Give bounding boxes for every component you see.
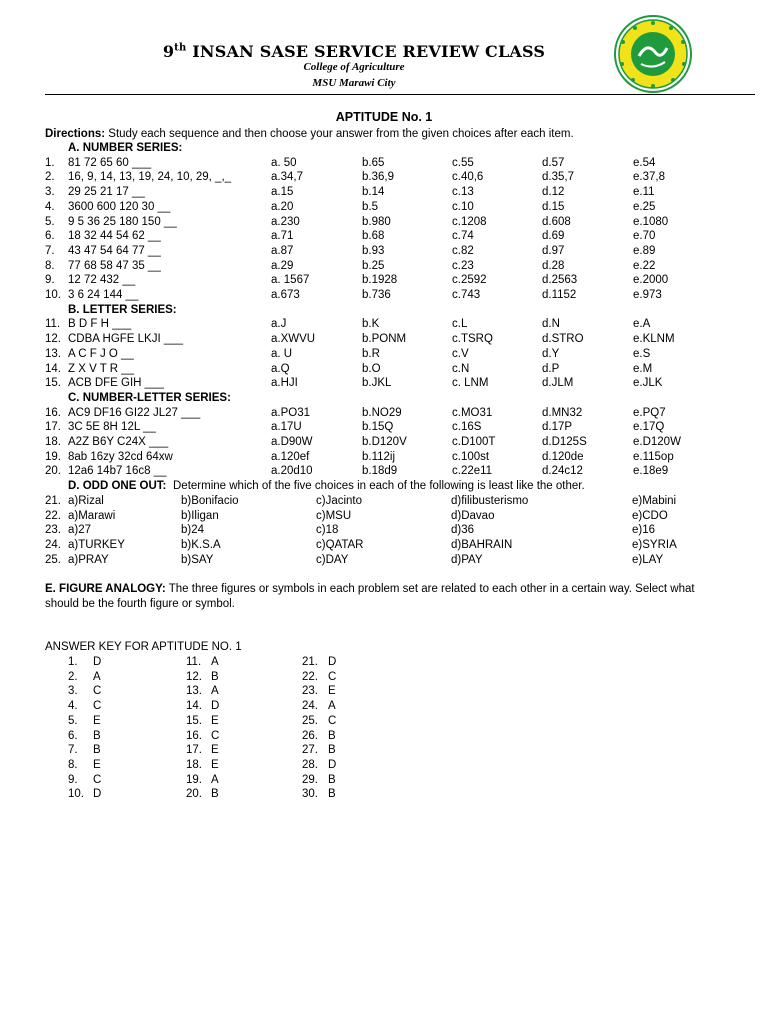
choice-b: b.68 [362,230,385,243]
answer-number: 25. [302,714,318,727]
choice-e: e.M [633,362,653,375]
answer-letter: E [211,714,219,727]
choice-e: e.JLK [633,377,663,390]
choice-b: b.36,9 [362,171,394,184]
answer-letter: E [93,758,101,771]
choice-b: b.K [362,318,380,331]
choice-c: c.100st [452,450,490,463]
choice-d: d.15 [542,200,565,213]
choice-b: b.5 [362,200,378,213]
answer-number: 23. [302,685,318,698]
choice-c: c)QATAR [316,538,364,551]
choice-d: d)Davao [451,509,495,522]
question-number: 10. [45,289,61,301]
choice-d: d.P [542,362,560,375]
question-row [0,229,768,244]
question-row [0,332,768,347]
answer-number: 29. [302,773,318,786]
answer-number: 15. [186,714,202,727]
answer-number: 12. [186,670,202,683]
question-number: 20. [45,465,61,478]
choice-e: e.25 [633,200,656,213]
answer-letter: B [93,729,101,742]
question-sequence: CDBA HGFE LKJI ___ [68,333,184,346]
choice-b: b.D120V [362,436,407,448]
choice-b: b.PONM [362,333,407,346]
choice-d: d.STRO [542,333,584,346]
choice-e: e.1080 [633,215,669,228]
city-name: MSU Marawi City [312,77,396,89]
question-sequence: 43 47 54 64 77 __ [68,244,161,257]
question-number: 12. [45,333,61,346]
choice-c: c)DAY [316,553,349,566]
choice-c: c.13 [452,186,474,199]
answer-letter: A [328,700,336,713]
choice-a: a)Marawi [68,509,116,522]
question-number: 6. [45,230,55,243]
choice-c: c.82 [452,244,474,257]
choice-e: e.22 [633,259,656,272]
title-prefix: 9 [162,42,175,61]
choice-b: b.65 [362,156,385,169]
answer-key-row [0,684,768,699]
choice-b: b)SAY [181,553,214,566]
question-row [0,376,768,391]
choice-a: a)TURKEY [68,538,125,551]
choice-a: a.Q [271,362,290,375]
answer-number: 4. [68,700,78,713]
question-sequence: A2Z B6Y C24X ___ [68,436,169,448]
choice-b: b.18d9 [362,465,398,478]
answer-letter: D [328,758,337,771]
question-row [0,259,768,274]
question-sequence: 3C 5E 8H 12L __ [68,421,156,434]
question-number: 14. [45,362,61,375]
choice-d: d.17P [542,421,573,434]
section-heading-text: Determine which of the five choices in each of the following is least like the other. [173,480,585,493]
choice-d: d.Y [542,347,560,360]
question-row [0,215,768,230]
choice-a: a. 1567 [271,274,310,287]
choice-c: c.743 [452,289,481,301]
question-number: 19. [45,450,61,463]
answer-key-row [0,655,768,670]
answer-number: 24. [302,700,318,713]
answer-key-row [0,743,768,758]
section-heading-label: A. NUMBER SERIES: [68,142,183,154]
choice-d: d.MN32 [542,406,583,419]
choice-e: e.2000 [633,274,669,287]
choice-e: e)Mabini [632,494,677,507]
question-sequence: ACB DFE GIH ___ [68,377,164,390]
answer-number: 17. [186,744,202,757]
choice-e: e.18e9 [633,465,669,478]
choice-a: a. U [271,347,293,360]
section-heading [0,303,768,318]
choice-b: b.980 [362,215,391,228]
choice-a: a.15 [271,186,294,199]
answer-number: 18. [186,758,202,771]
choice-e: e.PQ7 [633,406,666,419]
choice-e: e.115op [633,450,674,463]
question-number: 4. [45,200,55,213]
question-row [0,185,768,200]
choice-e: e.973 [633,289,662,301]
answer-letter: D [211,700,220,713]
choice-b: b.1928 [362,274,398,287]
question-number: 7. [45,244,55,257]
answer-letter: D [93,788,102,801]
choice-a: a.71 [271,230,294,243]
question-sequence: 81 72 65 60 ___ [68,156,152,169]
choice-e: e.54 [633,156,656,169]
answer-letter: C [328,714,337,727]
answer-letter: A [211,685,219,698]
choice-a: a.230 [271,215,300,228]
choice-c: c.22e11 [452,465,493,478]
answer-letter: B [328,773,336,786]
question-sequence: 8ab 16zy 32cd 64xw [68,450,173,463]
answer-letter: C [93,685,102,698]
choice-e: e.17Q [633,421,665,434]
answer-number: 1. [68,656,78,668]
choice-b: b.25 [362,259,385,272]
choice-c: c.2592 [452,274,487,287]
header-divider [45,94,755,95]
answer-letter: E [211,744,219,757]
question-number: 25. [45,553,61,566]
choice-d: d)BAHRAIN [451,538,513,551]
choice-c: c)Jacinto [316,494,363,507]
answer-number: 28. [302,758,318,771]
answer-number: 27. [302,744,318,757]
choice-d: d.24c12 [542,465,583,478]
answer-number: 21. [302,656,318,668]
answer-number: 19. [186,773,202,786]
choice-c: c)MSU [316,509,352,522]
answer-key-row [0,773,768,788]
question-sequence: 3 6 24 144 __ [68,289,139,301]
answer-letter: B [211,788,219,801]
choice-d: d.28 [542,259,565,272]
choice-a: a)PRAY [68,553,109,566]
choice-d: d.97 [542,244,565,257]
section-heading [0,391,768,406]
question-row [0,420,768,435]
answer-letter: B [328,729,336,742]
question-row [0,347,768,362]
question-sequence: 77 68 58 47 35 __ [68,259,161,272]
question-row [0,317,768,332]
answer-letter: B [93,744,101,757]
question-number: 8. [45,259,55,272]
question-number: 24. [45,538,61,551]
section-heading [0,141,768,156]
question-sequence: 3600 600 120 30 __ [68,200,171,213]
choice-e: e.89 [633,244,656,257]
exam-title: APTITUDE No. 1 [335,110,433,124]
question-sequence: 12 72 432 __ [68,274,136,287]
choice-b: b.14 [362,186,385,199]
choice-c: c.N [452,362,470,375]
section-heading [0,479,768,494]
section-heading-label: C. NUMBER-LETTER SERIES: [68,391,231,404]
question-row [0,464,768,479]
answer-letter: E [328,685,336,698]
choice-a: a)Rizal [68,494,104,507]
choice-e: e.KLNM [633,333,675,346]
choice-a: a.673 [271,289,300,301]
question-row [0,288,768,303]
answer-number: 3. [68,685,78,698]
choice-d: d.120de [542,450,584,463]
section-heading-label: B. LETTER SERIES: [68,303,177,316]
college-name: College of Agriculture [303,61,405,73]
answer-letter: E [211,758,219,771]
answer-letter: A [211,773,219,786]
question-row [0,538,768,553]
title-sup: th [174,42,187,54]
choice-a: a. 50 [271,156,297,169]
choice-c: c.74 [452,230,474,243]
question-number: 5. [45,215,55,228]
choice-c: c.V [452,347,469,360]
choice-a: a.29 [271,259,294,272]
choice-a: a)27 [68,524,92,537]
section-e [45,582,715,612]
answer-number: 22. [302,670,318,683]
choice-a: a.HJI [271,377,298,390]
question-row [0,244,768,259]
question-row [0,450,768,465]
choice-a: a.120ef [271,450,310,463]
section-e-text: The three figures or symbols in each problem set are related to each other in a certain way. Select what should be the fourth figure or symbol. [45,583,695,610]
choice-a: a.87 [271,244,294,257]
answer-number: 13. [186,685,202,698]
choice-c: c)18 [316,524,339,537]
choice-b: b.JKL [362,377,392,390]
choice-d: d.D125S [542,436,587,448]
answer-number: 14. [186,700,202,713]
choice-a: a.J [271,318,287,331]
question-row [0,406,768,421]
choice-a: a.34,7 [271,171,303,184]
question-row [0,200,768,215]
choice-b: b.O [362,362,381,375]
title-main: INSAN SASE SERVICE REVIEW CLASS [192,42,546,61]
answer-number: 9. [68,773,78,786]
answer-number: 5. [68,714,78,727]
choice-c: c.16S [452,421,482,434]
answer-key-row [0,729,768,744]
answer-number: 8. [68,758,78,771]
answer-key-row [0,670,768,685]
choice-a: a.XWVU [271,333,316,346]
choice-b: b.15Q [362,421,394,434]
answer-number: 26. [302,729,318,742]
choice-a: a.20d10 [271,465,313,478]
question-number: 17. [45,421,61,434]
choice-c: c.MO31 [452,406,493,419]
answer-letter: B [211,670,219,683]
directions-label: Directions: [45,128,106,140]
answer-letter: C [211,729,220,742]
seal-logo [613,14,693,94]
choice-b: b.NO29 [362,406,402,419]
answer-letter: C [93,773,102,786]
choice-d: d.N [542,318,560,331]
answer-letter: C [328,670,337,683]
choice-e: e.70 [633,230,656,243]
question-row [0,553,768,568]
directions-text: Study each sequence and then choose your answer from the given choices after each item. [105,128,574,140]
answer-number: 11. [186,656,202,668]
question-number: 2. [45,171,55,184]
question-row [0,494,768,509]
answer-number: 30. [302,788,318,801]
answer-key-row [0,787,768,802]
choice-e: e.A [633,318,651,331]
question-number: 9. [45,274,55,287]
question-row [0,523,768,538]
question-number: 22. [45,509,61,522]
choice-d: d.608 [542,215,571,228]
question-sequence: B D F H ___ [68,318,132,331]
answer-letter: D [93,656,102,668]
answer-letter: E [93,714,101,727]
answer-key-row [0,699,768,714]
question-sequence: 18 32 44 54 62 __ [68,230,161,243]
question-number: 13. [45,347,61,360]
question-number: 18. [45,436,61,448]
choice-c: c.TSRQ [452,333,493,346]
question-sequence: 9 5 36 25 180 150 __ [68,215,177,228]
question-sequence: AC9 DF16 GI22 JL27 ___ [68,406,201,419]
answer-letter: C [93,700,102,713]
section-heading-label: D. ODD ONE OUT: [68,480,167,493]
choice-e: e.D120W [633,436,681,448]
choice-d: d.12 [542,186,565,199]
question-number: 16. [45,406,61,419]
choice-e: e.37,8 [633,171,665,184]
choice-e: e)16 [632,524,656,537]
choice-e: e)LAY [632,553,664,566]
choice-b: b.93 [362,244,385,257]
choice-c: c.23 [452,259,474,272]
choice-d: d.JLM [542,377,574,390]
choice-c: c.40,6 [452,171,484,184]
choice-d: d)PAY [451,553,483,566]
answer-key-title: ANSWER KEY FOR APTITUDE NO. 1 [45,641,242,653]
directions [45,127,760,142]
answer-number: 10. [68,788,84,801]
choice-b: b.736 [362,289,391,301]
choice-d: d.2563 [542,274,578,287]
answer-number: 16. [186,729,202,742]
question-row [0,170,768,185]
choice-c: c.1208 [452,215,487,228]
choice-d: d)36 [451,524,475,537]
choice-c: c. LNM [452,377,489,390]
answer-letter: D [328,656,337,668]
answer-letter: A [211,656,219,668]
choice-d: d.57 [542,156,565,169]
question-row [0,435,768,450]
choice-b: b.112ij [362,450,396,463]
choice-b: b)Bonifacio [181,494,239,507]
choice-b: b.R [362,347,380,360]
answer-number: 7. [68,744,78,757]
choice-d: d.1152 [542,289,577,301]
choice-e: e)CDO [632,509,668,522]
choice-d: d.35,7 [542,171,574,184]
choice-c: c.10 [452,200,474,213]
question-sequence: 12a6 14b7 16c8 __ [68,465,167,478]
question-number: 15. [45,377,61,390]
answer-number: 6. [68,729,78,742]
question-sequence: A C F J O __ [68,347,134,360]
question-row [0,362,768,377]
answer-key-row [0,714,768,729]
question-row [0,273,768,288]
question-number: 11. [45,318,61,331]
choice-d: d.69 [542,230,565,243]
question-number: 1. [45,156,55,169]
choice-a: a.PO31 [271,406,310,419]
question-sequence: Z X V T R __ [68,362,135,375]
choice-d: d)filibusterismo [451,494,529,507]
question-row [0,156,768,171]
choice-b: b)24 [181,524,205,537]
choice-c: c.D100T [452,436,496,448]
choice-a: a.20 [271,200,294,213]
choice-c: c.55 [452,156,474,169]
choice-c: c.L [452,318,468,331]
answer-key-row [0,758,768,773]
choice-b: b)Iligan [181,509,219,522]
answer-number: 2. [68,670,78,683]
choice-e: e)SYRIA [632,538,677,551]
section-e-label: E. FIGURE ANALOGY: [45,583,166,595]
choice-e: e.11 [633,186,655,199]
choice-e: e.S [633,347,651,360]
page-title [0,42,708,61]
answer-letter: B [328,744,336,757]
question-sequence: 16, 9, 14, 13, 19, 24, 10, 29, _,_ [68,171,232,184]
answer-letter: A [93,670,101,683]
choice-a: a.17U [271,421,302,434]
question-number: 23. [45,524,61,537]
answer-letter: B [328,788,336,801]
choice-b: b)K.S.A [181,538,221,551]
choice-a: a.D90W [271,436,313,448]
question-row [0,509,768,524]
question-number: 3. [45,186,55,199]
question-number: 21. [45,494,61,507]
answer-number: 20. [186,788,202,801]
question-sequence: 29 25 21 17 __ [68,186,145,199]
